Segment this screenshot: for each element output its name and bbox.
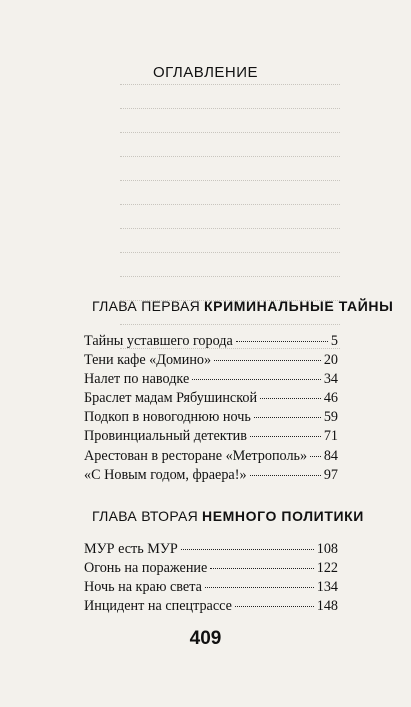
dot-leader	[310, 456, 321, 457]
chapter-entries	[84, 540, 338, 616]
toc-entry[interactable]	[84, 370, 338, 389]
entry-title: Подкоп в новогоднюю ночь	[84, 409, 251, 426]
entry-title: Тени кафе «Домино»	[84, 352, 212, 369]
entry-title: Тайны уставшего города	[84, 333, 233, 349]
entry-title: Налет по наводке	[84, 371, 190, 388]
dot-leader	[236, 341, 328, 342]
entry-title: Ночь на краю света	[84, 579, 202, 596]
dot-leader	[205, 587, 314, 588]
dot-leader	[250, 475, 321, 476]
entry-title: Инцидент на спецтрассе	[84, 598, 232, 615]
entry-title: Арестован в ресторане «Метрополь»	[84, 447, 308, 464]
entry-page: 84	[323, 447, 338, 464]
dot-leader	[181, 549, 314, 550]
toc-entry[interactable]	[84, 447, 338, 466]
page-number: 409	[189, 628, 222, 649]
toc-entry[interactable]	[84, 597, 338, 616]
toc-entry[interactable]	[84, 427, 338, 446]
dot-leader	[254, 417, 321, 418]
toc-entry[interactable]	[84, 389, 338, 408]
toc-entry[interactable]	[84, 466, 338, 485]
entry-title: Браслет мадам Рябушинской	[84, 390, 258, 407]
entry-title: Огонь на поражение	[84, 560, 208, 577]
entry-page: 34	[323, 371, 338, 388]
entry-page: 46	[323, 390, 338, 407]
toc-entry[interactable]	[84, 351, 338, 370]
entry-page: 148	[316, 598, 338, 615]
chapter-number: ГЛАВА ВТОРАЯ	[92, 508, 199, 524]
dot-leader	[214, 360, 321, 361]
entry-title: Провинциальный детектив	[84, 428, 247, 445]
toc-entry[interactable]	[84, 578, 338, 597]
entry-page: 97	[323, 466, 338, 483]
chapter-heading	[92, 298, 393, 314]
entry-page: 134	[316, 579, 338, 596]
entry-page: 5	[330, 333, 338, 349]
toc-title: ОГЛАВЛЕНИЕ	[152, 64, 259, 81]
chapter-name: НЕМНОГО ПОЛИТИКИ	[201, 508, 364, 524]
chapter-entries	[84, 332, 338, 485]
chapter-number: ГЛАВА ПЕРВАЯ	[92, 298, 201, 314]
dot-leader	[260, 398, 321, 399]
entry-title: МУР есть МУР	[84, 541, 178, 557]
entry-page: 59	[323, 409, 338, 426]
entry-page: 20	[323, 352, 338, 369]
toc-entry[interactable]	[84, 408, 338, 427]
dot-leader	[210, 568, 313, 569]
entry-title: «С Новым годом, фраера!»	[84, 466, 247, 483]
dot-leader	[192, 379, 321, 380]
toc-entry[interactable]	[84, 559, 338, 578]
entry-page: 122	[316, 560, 338, 577]
chapter-heading	[92, 508, 364, 524]
toc-entry[interactable]	[84, 332, 338, 351]
dot-leader	[235, 606, 314, 607]
dot-leader	[250, 436, 321, 437]
entry-page: 108	[316, 541, 338, 557]
entry-page: 71	[323, 428, 338, 445]
chapter-name: КРИМИНАЛЬНЫЕ ТАЙНЫ	[203, 298, 394, 314]
bleed-through-lines	[120, 70, 340, 358]
toc-entry[interactable]	[84, 540, 338, 559]
